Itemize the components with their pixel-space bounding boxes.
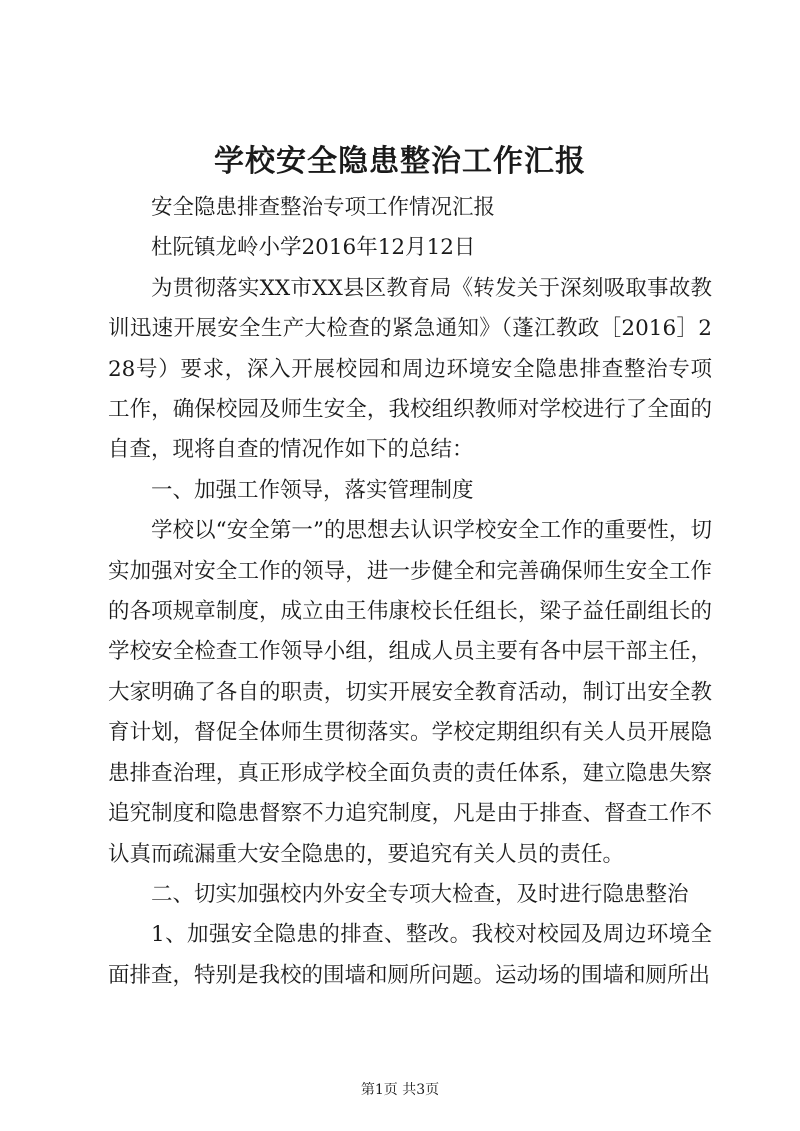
section-2-item-1-paragraph: 1、加强安全隐患的排查、整改。我校对校园及周边环境全面排查，特别是我校的围墙和厕所问题。运动场的围墙和厕所出 xyxy=(108,922,712,988)
subtitle-paragraph: 安全隐患排查整治专项工作情况汇报 xyxy=(151,195,496,220)
author-date-paragraph: 杜阮镇龙岭小学2016年12月12日 xyxy=(151,235,476,261)
intro-paragraph: 为贯彻落实XX市XX县区教育局《转发关于深刻吸取事故教训迅速开展安全生产大检查的紧急通知》（蓬江教政［2016］228号）要求，深入开展校园和周边环境安全隐患排查整治专项工作，确保校园及师生安全，我校组织教师对学校进行了全面的自查，现将自查的情况作如下的总结： xyxy=(108,275,712,463)
section-heading-1: 一、加强工作领导，落实管理制度 xyxy=(151,477,474,503)
document-body xyxy=(108,188,712,996)
section-heading-2: 二、切实加强校内外安全专项大检查，及时进行隐患整治 xyxy=(151,881,689,907)
section-1-paragraph: 学校以“安全第一”的思想去认识学校安全工作的重要性，切实加强对安全工作的领导，进一步健全和完善确保师生安全工作的各项规章制度，成立由王伟康校长任组长，梁子益任副组长的学校安全检查工作领导小组，组成人员主要有各中层干部主任，大家明确了各自的职责，切实开展安全教育活动，制订出安全教育计划，督促全体师生贯彻落实。学校定期组织有关人员开展隐患排查治理，真正形成学校全面负责的责任体系，建立隐患失察追究制度和隐患督察不力追究制度，凡是由于排查、督查工作不认真而疏漏重大安全隐患的，要追究有关人员的责任。 xyxy=(108,518,712,867)
document-title: 学校安全隐患整治工作汇报 xyxy=(214,144,586,179)
page-footer: 第1页 共3页 xyxy=(360,1082,440,1098)
